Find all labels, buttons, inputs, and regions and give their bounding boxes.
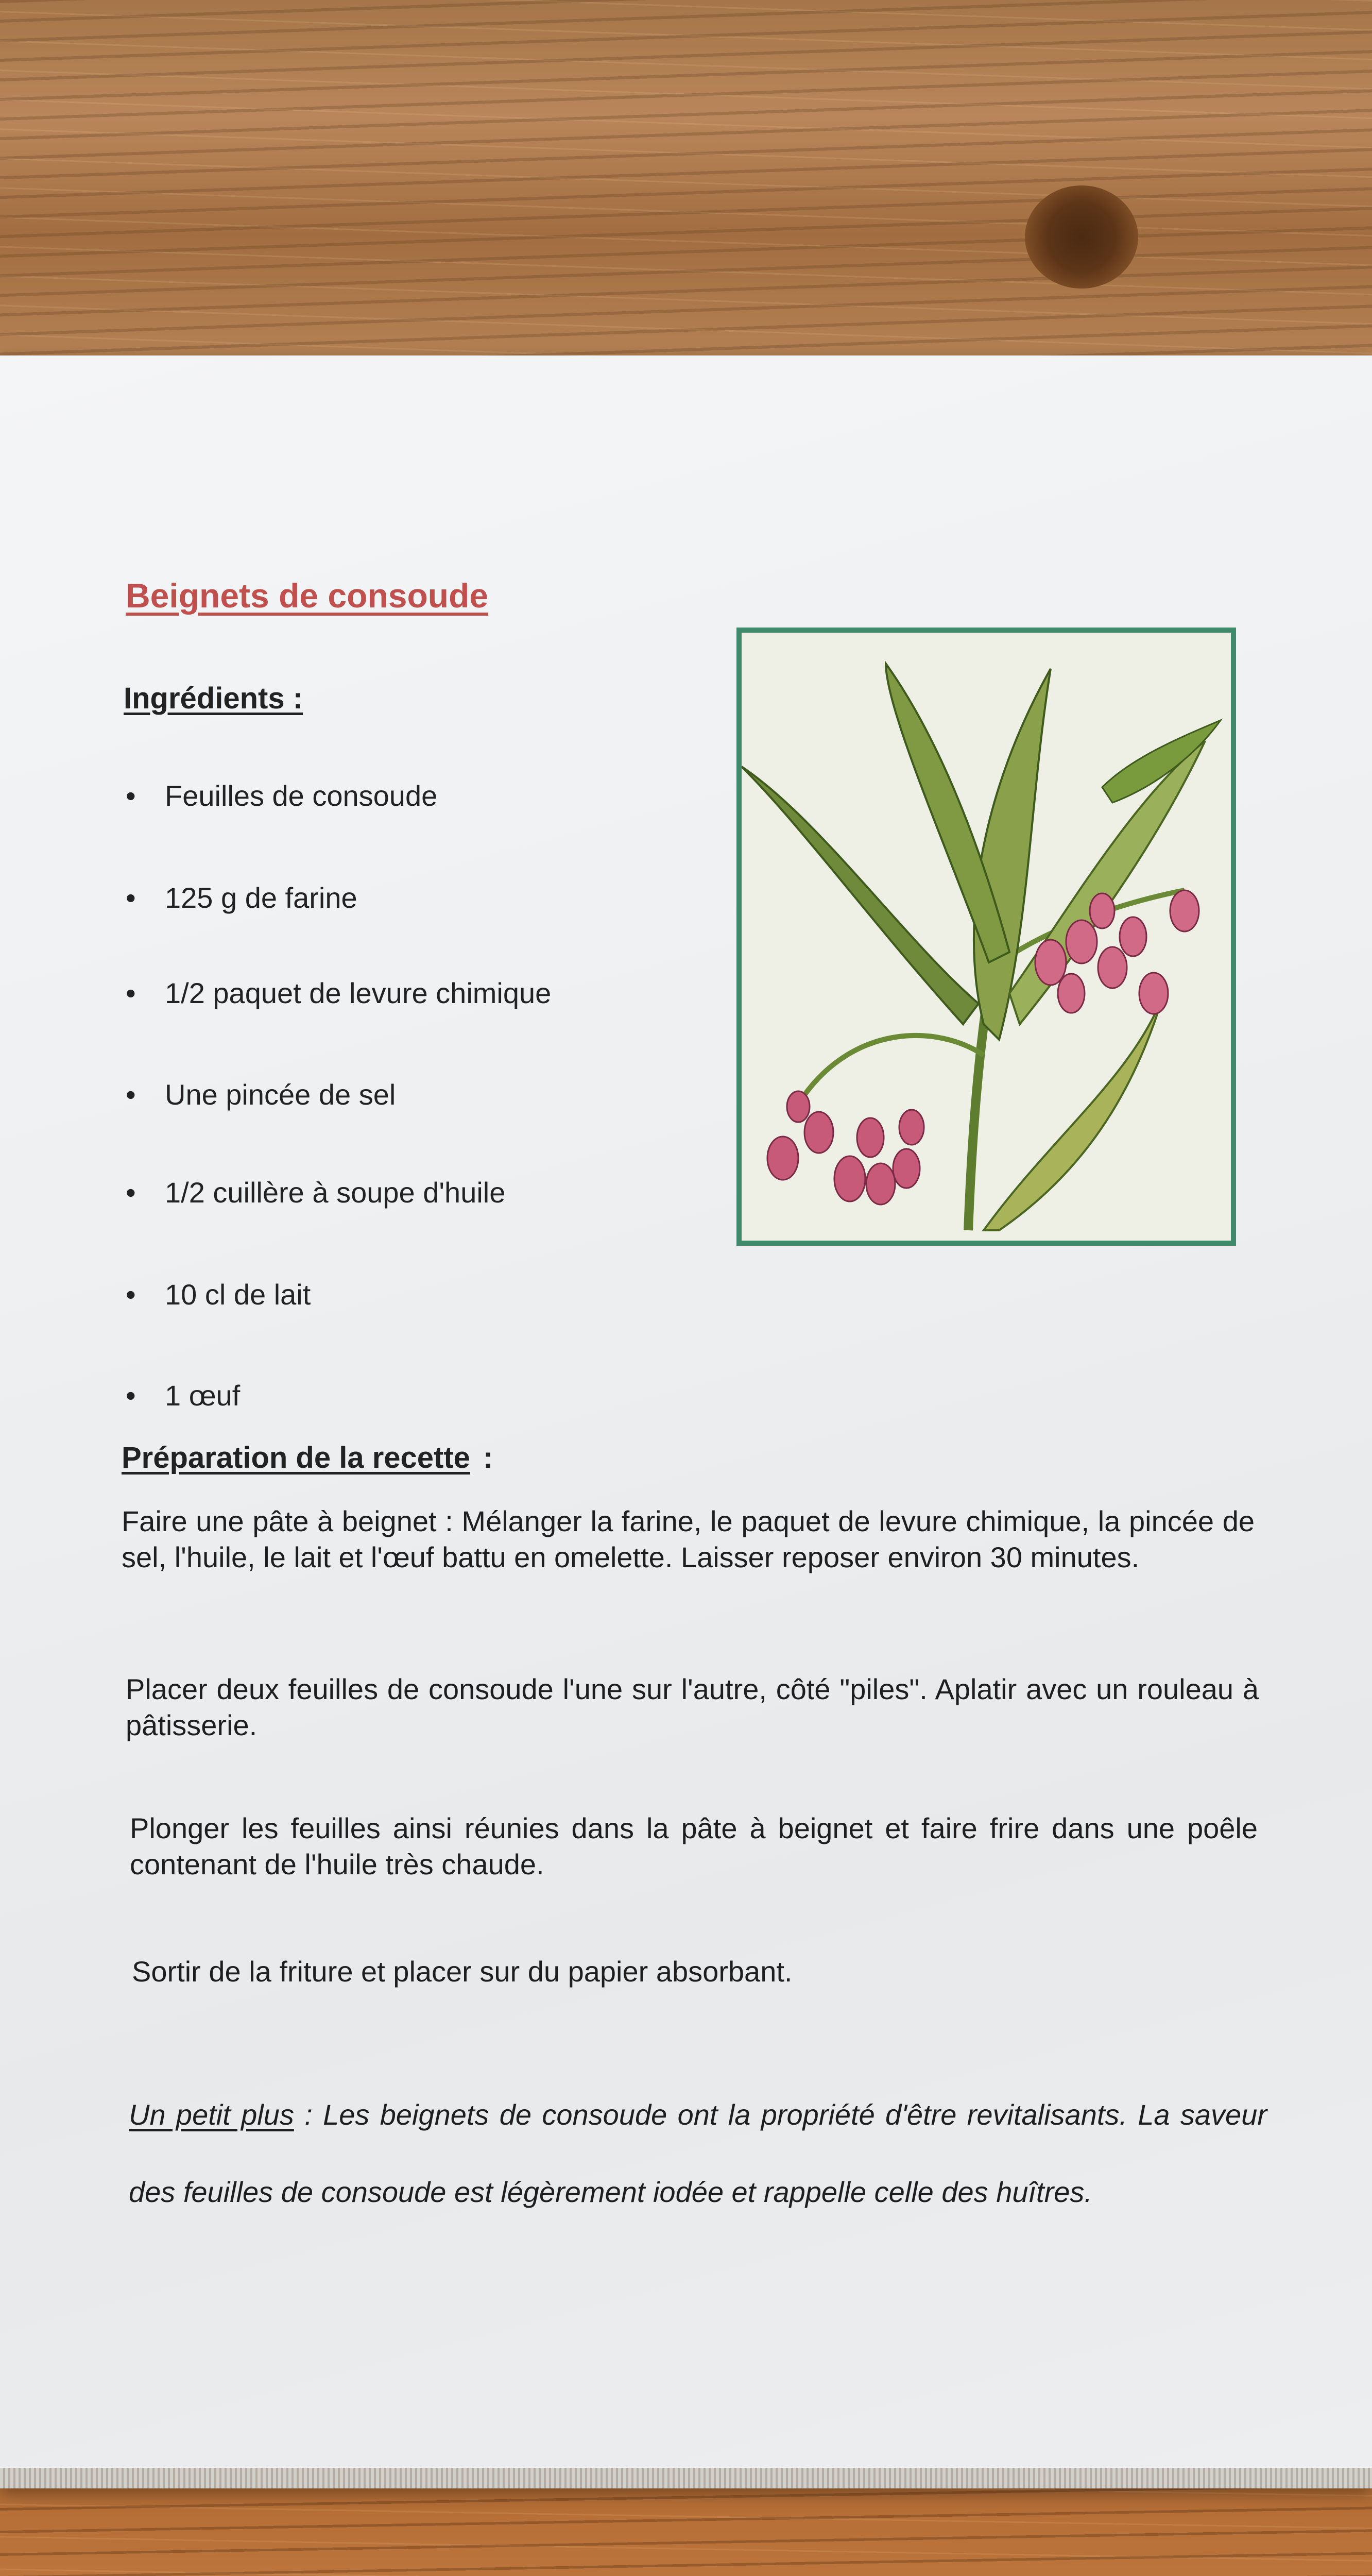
- ingredient-item: • 1/2 paquet de levure chimique: [165, 976, 551, 1010]
- tip-label: Un petit plus: [129, 2098, 294, 2131]
- comfrey-illustration: [736, 628, 1236, 1246]
- tip-text: : Les beignets de consoude ont la propriété d'être revitalisants. La saveur des feuilles de consoude est légèrement iodée et rappelle celle des huîtres.: [129, 2098, 1267, 2208]
- preparation-step: Faire une pâte à beignet : Mélanger la farine, le paquet de levure chimique, la pincée de sel, l'huile, le lait et l'œuf battu en omelette. Laisser reposer environ 30 minutes.: [122, 1505, 1255, 1573]
- preparation-heading-colon: :: [483, 1441, 493, 1475]
- preparation-heading: Préparation de la recette: [122, 1441, 470, 1475]
- ingredient-item: • Feuilles de consoude: [165, 779, 437, 812]
- tip-paragraph: [129, 2076, 1267, 2231]
- ingredient-item: • Une pincée de sel: [165, 1078, 396, 1111]
- recipe-title: Beignets de consoude: [126, 577, 489, 615]
- ingredient-item: • 1/2 cuillère à soupe d'huile: [165, 1176, 505, 1209]
- preparation-step: Plonger les feuilles ainsi réunies dans la pâte à beignet et faire frire dans une poêle contenant de l'huile très chaude.: [130, 1812, 1258, 1880]
- preparation-step: Placer deux feuilles de consoude l'une sur l'autre, côté "piles". Aplatir avec un rouleau à pâtisserie.: [126, 1673, 1259, 1741]
- preparation-step: Sortir de la friture et placer sur du papier absorbant.: [132, 1955, 793, 1988]
- ingredient-item: • 125 g de farine: [165, 881, 357, 914]
- wood-knot: [1025, 185, 1138, 289]
- comfrey-plant-drawing: [742, 633, 1231, 1241]
- ingredient-item: • 1 œuf: [165, 1379, 240, 1412]
- ingredient-item: • 10 cl de lait: [165, 1278, 311, 1311]
- sheet-protector-edge: [0, 2468, 1372, 2488]
- ingredients-heading: Ingrédients :: [124, 682, 303, 715]
- wooden-table-top: [0, 0, 1372, 392]
